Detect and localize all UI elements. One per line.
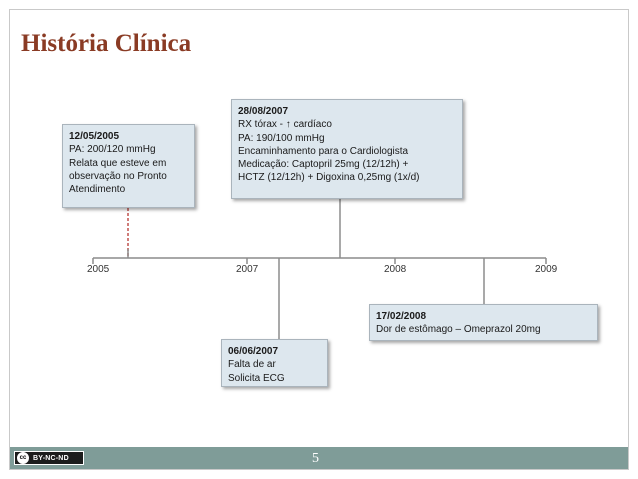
event-detail: HCTZ (12/12h) + Digoxina 0,25mg (1x/d) bbox=[238, 172, 420, 184]
creative-commons-icon: cc bbox=[17, 452, 29, 464]
license-label: BY-NC-ND bbox=[33, 454, 69, 462]
license-badge[interactable] bbox=[14, 451, 84, 465]
event-date: 06/06/2007 bbox=[228, 346, 279, 357]
year-label-2008: 2008 bbox=[384, 264, 407, 275]
event-detail: RX tórax - ↑ cardíaco bbox=[238, 119, 332, 131]
event-detail: observação no Pronto bbox=[69, 170, 167, 182]
year-label-2007: 2007 bbox=[236, 264, 259, 275]
footer-bar bbox=[10, 447, 628, 469]
event-detail: Dor de estômago – Omeprazol 20mg bbox=[376, 324, 541, 336]
event-detail: Atendimento bbox=[69, 184, 126, 196]
event-box-2007-06-06 bbox=[221, 339, 328, 387]
event-detail: Solicita ECG bbox=[228, 372, 285, 384]
event-date: 28/08/2007 bbox=[238, 106, 289, 117]
event-date: 17/02/2008 bbox=[376, 311, 427, 322]
event-detail: Falta de ar bbox=[228, 359, 276, 371]
event-box-2005-05-12 bbox=[62, 124, 195, 208]
page-number: 5 bbox=[312, 451, 319, 466]
year-label-2009: 2009 bbox=[535, 264, 558, 275]
event-box-2007-08-28 bbox=[231, 99, 463, 199]
event-detail: Medicação: Captopril 25mg (12/12h) + bbox=[238, 159, 409, 171]
event-detail: Encaminhamento para o Cardiologista bbox=[238, 145, 409, 157]
event-box-2008-02-17 bbox=[369, 304, 598, 341]
event-detail: PA: 190/100 mmHg bbox=[238, 132, 325, 144]
event-detail: PA: 200/120 mmHg bbox=[69, 144, 156, 156]
year-label-2005: 2005 bbox=[87, 264, 110, 275]
event-date: 12/05/2005 bbox=[69, 131, 120, 142]
event-detail: Relata que esteve em bbox=[69, 157, 167, 169]
slide-title: História Clínica bbox=[21, 30, 192, 57]
